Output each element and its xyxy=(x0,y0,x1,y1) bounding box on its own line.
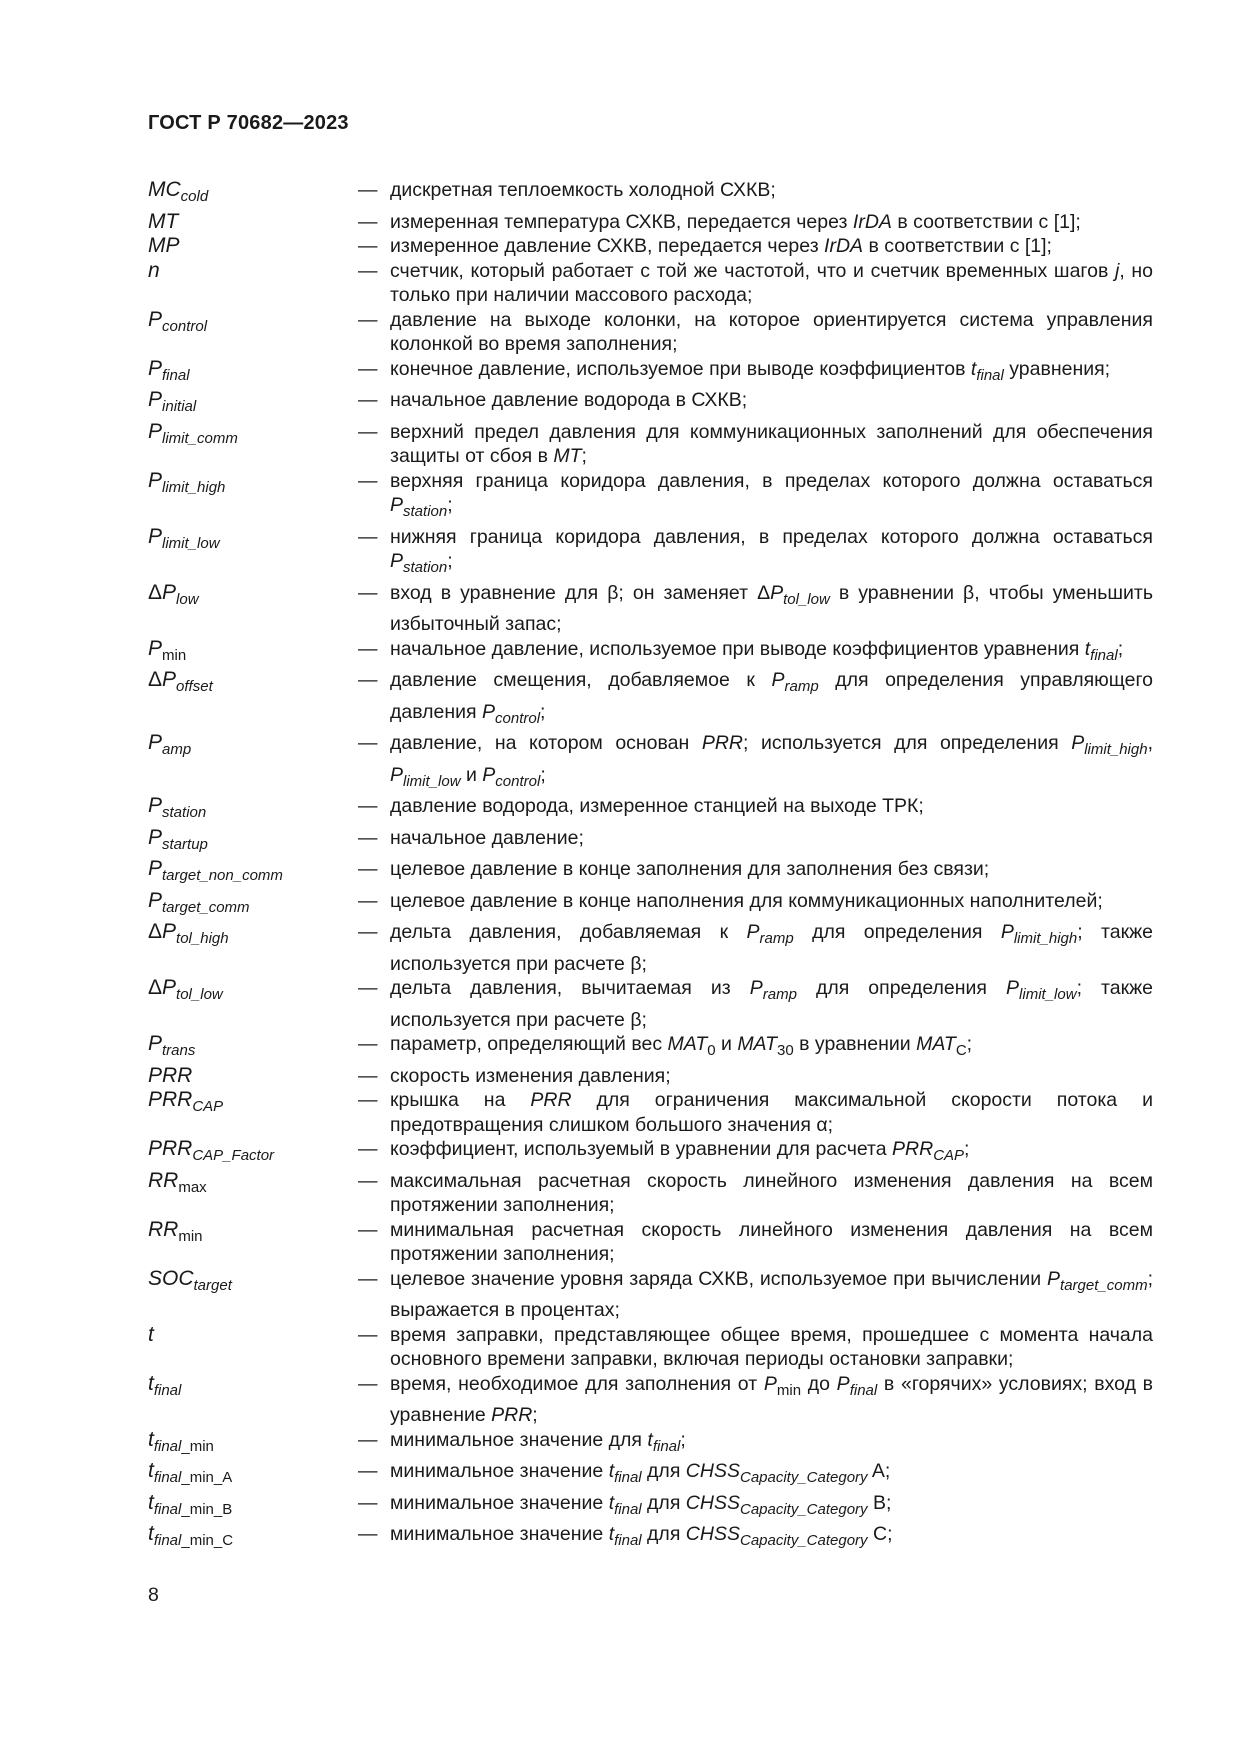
symbol-base: t xyxy=(148,1459,154,1482)
inline-subscript: Capacity_Category xyxy=(739,1469,868,1486)
dash-separator: — xyxy=(358,581,378,604)
symbol xyxy=(148,357,358,389)
inline-subscript: control xyxy=(495,772,541,790)
symbol xyxy=(148,525,358,581)
definition-text: крышка на PRR для ограничения максимальной скорости потока и предотвращения слишком большого значения α; xyxy=(390,1089,1153,1136)
inline-symbol: t xyxy=(608,1523,615,1545)
symbol xyxy=(148,210,358,235)
symbol xyxy=(148,1137,358,1169)
symbol-subscript: _min_A xyxy=(181,1469,233,1486)
definition-text: верхняя граница коридора давления, в пределах которого должна оставаться $P_{station}$; xyxy=(390,469,1153,520)
definition-text: вход в уравнение для β; он заменяет $\Delta P_{tol\_low}$ в уравнении β, чтобы уменьшить избыточный запас; xyxy=(390,581,1153,635)
symbol-subscript: control xyxy=(162,317,208,335)
dash-separator: — xyxy=(358,235,378,257)
definition-row xyxy=(148,1459,1153,1491)
symbol-subscript: trans xyxy=(162,1042,196,1059)
inline-subscript: Capacity_Category xyxy=(739,1532,868,1549)
symbol xyxy=(148,388,358,420)
symbol-subscript: station xyxy=(162,804,207,821)
inline-subscript: station xyxy=(403,503,448,520)
inline-subscript: tol_low xyxy=(783,590,830,608)
definition-text: давление смещения, добавляемое к $P_{ramp}$ для определения управляющего давления $P_{control}$; xyxy=(390,669,1153,727)
inline-symbol: IrDA xyxy=(824,235,864,257)
symbol xyxy=(148,1218,358,1267)
dash-separator: — xyxy=(358,1428,378,1451)
symbol-base: P xyxy=(148,419,163,443)
inline-symbol: P xyxy=(746,921,760,943)
symbol xyxy=(148,857,358,889)
symbol-base: t xyxy=(148,1427,154,1451)
dash-separator: — xyxy=(358,259,378,282)
definition-row xyxy=(148,889,1153,921)
symbol-prefix: Δ xyxy=(148,580,163,604)
inline-subscript: final xyxy=(614,1532,642,1549)
inline-subscript: 0 xyxy=(707,1042,716,1059)
symbol-base: P xyxy=(148,468,163,492)
symbol-subscript: _min_C xyxy=(181,1532,234,1549)
dash-separator: — xyxy=(358,1033,378,1055)
symbol xyxy=(148,1428,358,1460)
definition-row xyxy=(148,178,1153,210)
inline-symbol: P xyxy=(1006,977,1020,999)
inline-symbol: P xyxy=(390,494,404,516)
dash-separator: — xyxy=(358,420,378,443)
dash-separator: — xyxy=(358,1523,378,1545)
symbol-subscript: cold xyxy=(180,188,209,205)
definition-text: дельта давления, добавляемая к $P_{ramp}$ для определения $P_{limit\_high}$; также используется при расчете β; xyxy=(390,921,1153,975)
definition-text: минимальное значение $t_{final}$ для $CHSS_{Capacity\_Category}$ A; xyxy=(390,1460,891,1486)
inline-symbol: P xyxy=(1000,921,1014,943)
inline-symbol: P xyxy=(749,977,763,999)
definitions-list xyxy=(148,178,1153,1554)
definition-row xyxy=(148,469,1153,525)
symbol xyxy=(148,1267,358,1323)
inline-symbol: PRR xyxy=(491,1404,533,1426)
symbol-subscript: _min xyxy=(181,1437,214,1455)
symbol-base: P xyxy=(162,976,177,999)
symbol-base: PRR xyxy=(148,1088,193,1111)
symbol-subscript: max xyxy=(178,1178,207,1196)
definition-text: конечное давление, используемое при выводе коэффициентов $t_{final}$ уравнения; xyxy=(390,357,1111,384)
document-header: ГОСТ Р 70682—2023 xyxy=(148,112,349,134)
dash-separator: — xyxy=(358,179,378,201)
symbol-subscript: limit_high xyxy=(162,478,226,496)
symbol-subscript: offset xyxy=(176,678,213,695)
symbol-base: P xyxy=(148,356,163,380)
symbol xyxy=(148,469,358,525)
definition-text: давление, на котором основан PRR; используется для определения $P_{limit\_high}$, $P_{limit\_low}$ и $P_{control}$; xyxy=(390,732,1153,790)
inline-symbol: t xyxy=(1084,637,1091,660)
dash-separator: — xyxy=(358,1372,378,1395)
symbol xyxy=(148,1064,358,1089)
definition-row xyxy=(148,259,1153,308)
definition-row xyxy=(148,1522,1153,1554)
dash-separator: — xyxy=(358,1323,378,1346)
symbol-subscript: final xyxy=(153,1381,182,1399)
definition-row xyxy=(148,731,1153,794)
symbol-base: n xyxy=(148,258,160,282)
symbol-base: P xyxy=(162,668,177,691)
definition-text: счетчик, который работает с той же частотой, что и счетчик временных шагов j, но только при наличии массового расхода; xyxy=(390,259,1153,306)
definition-text: скорость изменения давления; xyxy=(390,1064,671,1087)
symbol-base: t xyxy=(148,1522,154,1545)
definition-row xyxy=(148,826,1153,858)
symbol xyxy=(148,581,358,637)
definition-row xyxy=(148,1169,1153,1218)
symbol-prefix: Δ xyxy=(148,668,163,691)
inline-symbol: t xyxy=(608,1460,615,1482)
definition-text: измеренное давление СХКВ, передается через IrDA в соответствии с [1]; xyxy=(390,235,1052,257)
inline-subscript: station xyxy=(403,559,448,576)
inline-subscript: ramp xyxy=(759,930,794,947)
symbol xyxy=(148,731,358,794)
definition-row xyxy=(148,1267,1153,1323)
symbol xyxy=(148,178,358,210)
inline-symbol: CHSS xyxy=(685,1523,740,1545)
symbol-base: P xyxy=(148,794,163,817)
dash-separator: — xyxy=(358,921,378,943)
symbol xyxy=(148,1491,358,1523)
definition-row xyxy=(148,308,1153,357)
inline-subscript: final xyxy=(614,1500,642,1518)
definition-row xyxy=(148,976,1153,1032)
dash-separator: — xyxy=(358,1138,378,1160)
symbol-base: P xyxy=(148,307,163,331)
dash-separator: — xyxy=(358,795,378,817)
symbol-subscript: final xyxy=(153,1469,182,1486)
inline-subscript: final xyxy=(652,1437,681,1455)
definition-text: минимальное значение $t_{final}$ для $CHSS_{Capacity\_Category}$ C; xyxy=(390,1523,893,1549)
inline-symbol: P xyxy=(1071,732,1085,754)
inline-symbol: IrDA xyxy=(852,210,892,233)
definition-row xyxy=(148,1088,1153,1137)
definition-row xyxy=(148,581,1153,637)
definition-text: минимальное значение для $t_{final}$; xyxy=(390,1428,686,1455)
inline-symbol: P xyxy=(390,550,404,572)
symbol-subscript: startup xyxy=(162,835,208,853)
symbol-subscript: final xyxy=(153,1532,182,1549)
page-number: 8 xyxy=(148,1584,159,1606)
dash-separator: — xyxy=(358,1064,378,1087)
symbol-base: MT xyxy=(148,209,179,233)
inline-symbol: j xyxy=(1114,259,1120,282)
definition-row xyxy=(148,1491,1153,1523)
dash-separator: — xyxy=(358,977,378,999)
definition-row xyxy=(148,1032,1153,1064)
dash-separator: — xyxy=(358,469,378,492)
inline-symbol: PRR xyxy=(530,1089,572,1111)
definition-row xyxy=(148,1323,1153,1372)
symbol-subscript: limit_comm xyxy=(162,429,238,447)
inline-subscript: limit_low xyxy=(1019,986,1077,1003)
inline-symbol: CHSS xyxy=(685,1460,740,1482)
symbol-subscript: tol_low xyxy=(176,986,223,1003)
definition-row xyxy=(148,920,1153,976)
inline-symbol: P xyxy=(482,763,496,786)
symbol-subscript: initial xyxy=(162,398,197,415)
dash-separator: — xyxy=(358,1218,378,1241)
symbol xyxy=(148,668,358,731)
symbol-base: RR xyxy=(148,1168,179,1192)
symbol xyxy=(148,1459,358,1491)
inline-subscript: CAP xyxy=(933,1147,965,1164)
symbol-subscript: tol_high xyxy=(176,930,229,947)
symbol-base: P xyxy=(162,580,177,604)
definition-text: начальное давление водорода в СХКВ; xyxy=(390,389,748,411)
definition-text: параметр, определяющий вес $MAT_0$ и $MAT_{30}$ в уравнении $MAT_C$; xyxy=(390,1033,973,1059)
symbol-base: MP xyxy=(148,234,180,257)
symbol-subscript: target xyxy=(193,1276,232,1294)
symbol-subscript: final xyxy=(153,1500,182,1518)
symbol-subscript: final xyxy=(162,366,190,384)
inline-subscript: final xyxy=(614,1469,642,1486)
symbol-prefix: Δ xyxy=(148,920,163,943)
symbol-subscript: min xyxy=(178,1227,203,1245)
symbol-base: t xyxy=(148,1371,154,1395)
symbol-base: P xyxy=(162,920,177,943)
definition-row xyxy=(148,525,1153,581)
dash-separator: — xyxy=(358,858,378,880)
symbol xyxy=(148,1032,358,1064)
definition-text: начальное давление; xyxy=(390,826,584,849)
symbol-base: P xyxy=(148,731,163,754)
definition-row xyxy=(148,1428,1153,1460)
inline-symbol: PRR xyxy=(892,1138,934,1160)
dash-separator: — xyxy=(358,889,378,912)
definition-text: время, необходимое для заполнения от $P_{min}$ до $P_{final}$ в «горячих» условиях; вход в уравнение PRR; xyxy=(390,1372,1154,1426)
symbol-base: P xyxy=(148,825,163,849)
symbol xyxy=(148,1323,358,1372)
inline-symbol: CHSS xyxy=(685,1491,740,1514)
dash-separator: — xyxy=(358,1267,378,1290)
definition-text: целевое давление в конце заполнения для заполнения без связи; xyxy=(390,858,990,880)
definition-text: минимальная расчетная скорость линейного изменения давления на всем протяжении заполнения; xyxy=(390,1218,1153,1265)
symbol xyxy=(148,1169,358,1218)
definition-row xyxy=(148,794,1153,826)
inline-symbol: P xyxy=(770,581,784,604)
inline-subscript: control xyxy=(495,709,541,727)
dash-separator: — xyxy=(358,637,378,660)
definition-row xyxy=(148,388,1153,420)
inline-subscript: Capacity_Category xyxy=(739,1500,868,1518)
dash-separator: — xyxy=(358,210,378,233)
inline-symbol: P xyxy=(771,669,785,691)
inline-symbol: P xyxy=(390,763,404,786)
symbol-base: SOC xyxy=(148,1266,194,1290)
symbol-base: P xyxy=(148,1032,163,1055)
symbol xyxy=(148,794,358,826)
definition-row xyxy=(148,1372,1153,1428)
inline-subscript: min xyxy=(776,1381,802,1399)
symbol-subscript: amp xyxy=(162,741,192,758)
inline-symbol: P xyxy=(1047,1267,1061,1290)
dash-separator: — xyxy=(358,1089,378,1111)
symbol xyxy=(148,826,358,858)
dash-separator: — xyxy=(358,308,378,331)
definition-text: измеренная температура СХКВ, передается через IrDA в соответствии с [1]; xyxy=(390,210,1081,233)
symbol-subscript: target_non_comm xyxy=(162,867,283,884)
symbol xyxy=(148,920,358,976)
dash-separator: — xyxy=(358,669,378,691)
definition-text: нижняя граница коридора давления, в пределах которого должна оставаться $P_{station}$; xyxy=(390,525,1153,576)
symbol-subscript: CAP_Factor xyxy=(192,1147,275,1164)
symbol xyxy=(148,1088,358,1137)
symbol xyxy=(148,308,358,357)
symbol-subscript: min xyxy=(162,646,187,664)
symbol-base: P xyxy=(148,636,163,660)
inline-subscript: final xyxy=(1090,646,1118,664)
inline-symbol: P xyxy=(482,700,496,723)
dash-separator: — xyxy=(358,357,378,380)
inline-subscript: 30 xyxy=(777,1042,794,1059)
definition-row xyxy=(148,234,1153,259)
definition-text: начальное давление, используемое при выводе коэффициентов уравнения $t_{final}$; xyxy=(390,637,1124,664)
inline-symbol: t xyxy=(647,1428,653,1451)
definition-row xyxy=(148,668,1153,731)
definition-text: минимальное значение $t_{final}$ для $CHSS_{Capacity\_Category}$ B; xyxy=(390,1491,892,1518)
dash-separator: — xyxy=(358,826,378,849)
definition-text: максимальная расчетная скорость линейного изменения давления на всем протяжении заполнения; xyxy=(390,1169,1153,1216)
inline-subscript: C xyxy=(955,1042,967,1059)
inline-symbol: P xyxy=(836,1372,850,1395)
symbol-base: PRR xyxy=(148,1063,193,1087)
inline-symbol: MAT xyxy=(667,1033,708,1055)
definition-row xyxy=(148,857,1153,889)
inline-subscript: final xyxy=(849,1381,878,1399)
symbol-base: t xyxy=(148,1490,154,1514)
symbol xyxy=(148,637,358,669)
definition-row xyxy=(148,637,1153,669)
definition-text: коэффициент, используемый в уравнении для расчета $PRR_{CAP}$; xyxy=(390,1138,970,1164)
symbol-subscript: CAP xyxy=(192,1098,224,1115)
definition-text: верхний предел давления для коммуникационных заполнений для обеспечения защиты от сбоя в MT; xyxy=(390,420,1153,467)
inline-subscript: limit_high xyxy=(1084,741,1148,758)
inline-subscript: ramp xyxy=(784,678,819,695)
dash-separator: — xyxy=(358,1491,378,1514)
symbol-base: RR xyxy=(148,1217,179,1241)
inline-subscript: final xyxy=(976,366,1004,384)
definition-text: давление на выходе колонки, на которое ориентируется система управления колонкой во время заполнения; xyxy=(390,308,1153,355)
symbol xyxy=(148,1372,358,1428)
inline-subscript: limit_low xyxy=(403,772,461,790)
symbol-base: t xyxy=(148,1322,154,1346)
symbol-subscript: limit_low xyxy=(162,534,220,552)
symbol xyxy=(148,889,358,921)
inline-symbol: t xyxy=(608,1491,615,1514)
dash-separator: — xyxy=(358,1169,378,1192)
definition-row xyxy=(148,357,1153,389)
dash-separator: — xyxy=(358,389,378,411)
inline-symbol: MAT xyxy=(737,1033,778,1055)
inline-symbol: MAT xyxy=(916,1033,956,1055)
definition-row xyxy=(148,1218,1153,1267)
definition-row xyxy=(148,1137,1153,1169)
definition-text: целевое значение уровня заряда СХКВ, используемое при вычислении $P_{target\_comm}$; выражается в процентах; xyxy=(390,1267,1153,1321)
definition-row xyxy=(148,1064,1153,1089)
definition-text: давление водорода, измеренное станцией на выходе ТРК; xyxy=(390,795,924,817)
symbol xyxy=(148,976,358,1032)
definition-text: дельта давления, вычитаемая из $P_{ramp}$ для определения $P_{limit\_low}$; также используется при расчете β; xyxy=(390,977,1153,1031)
symbol xyxy=(148,234,358,259)
inline-subscript: ramp xyxy=(762,986,797,1003)
symbol xyxy=(148,259,358,308)
definition-text: время заправки, представляющее общее время, прошедшее с момента начала основного времени заправки, включая периоды остановки заправки; xyxy=(390,1323,1153,1370)
symbol-base: P xyxy=(148,888,163,912)
inline-subscript: limit_high xyxy=(1013,930,1078,947)
inline-symbol: MT xyxy=(553,445,582,467)
symbol-prefix: Δ xyxy=(148,976,163,999)
symbol-subscript: _min_B xyxy=(181,1500,233,1518)
definition-row xyxy=(148,420,1153,469)
symbol-subscript: low xyxy=(176,590,199,608)
inline-subscript: target_comm xyxy=(1060,1276,1148,1294)
symbol-subscript: final xyxy=(153,1437,182,1455)
symbol-base: P xyxy=(148,857,163,880)
inline-symbol: P xyxy=(763,1372,777,1395)
definition-text: дискретная теплоемкость холодной СХКВ; xyxy=(390,179,776,201)
symbol xyxy=(148,1522,358,1554)
inline-symbol: t xyxy=(970,357,977,380)
symbol-base: MC xyxy=(148,178,181,201)
definition-text: целевое давление в конце наполнения для коммуникационных наполнителей; xyxy=(390,889,1103,912)
inline-symbol: PRR xyxy=(701,732,743,754)
symbol-subscript: target_comm xyxy=(162,898,250,916)
symbol-base: PRR xyxy=(148,1137,193,1160)
dash-separator: — xyxy=(358,1460,378,1482)
dash-separator: — xyxy=(358,525,378,548)
symbol xyxy=(148,420,358,469)
symbol-base: P xyxy=(148,524,163,548)
definition-row xyxy=(148,210,1153,235)
dash-separator: — xyxy=(358,732,378,754)
symbol-base: P xyxy=(148,388,163,411)
